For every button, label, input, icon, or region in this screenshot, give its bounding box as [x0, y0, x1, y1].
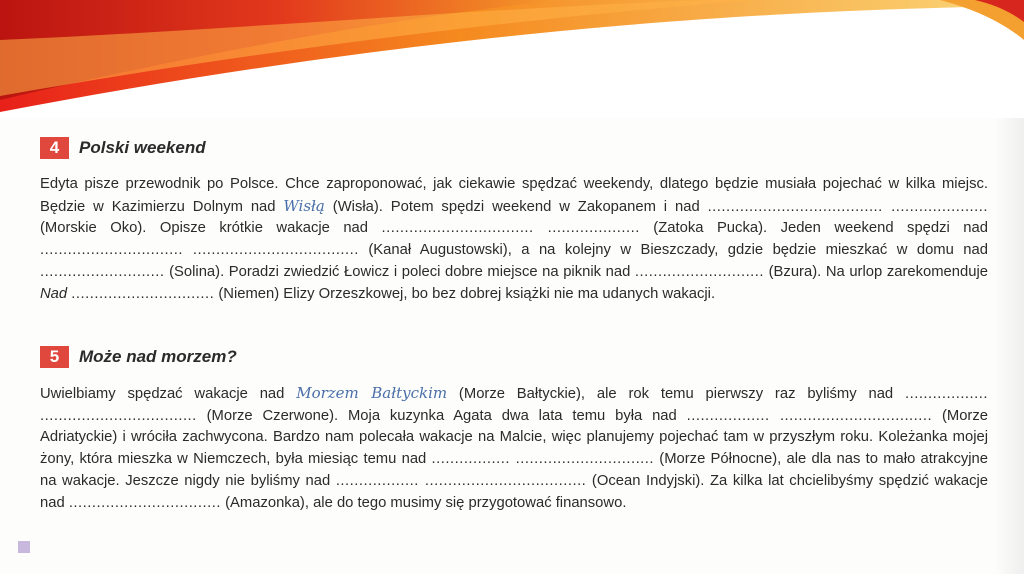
text-segment: (Niemen) Elizy Orzeszkowej, bo bez dobrej książki nie ma udanych wakacji. [214, 285, 716, 302]
text-segment: (Zatoka Pucka). Jeden weekend spędzi nad [639, 220, 993, 237]
text-segment: (Morze Północne), ale dla nas to mało atrakcyjne na wakacje. Jeszcze nigdy nie byliśmy nad [40, 451, 993, 489]
exercise-4 [40, 136, 993, 305]
text-segment: Edyta pisze przewodnik po Polsce. Chce zaproponować, jak ciekawie spędzać weekendy, dlatego będzie musiała pojechać w kilka miejsc. Będzie w Kazimierzu Dolnym nad [40, 176, 993, 215]
text-segment: (Morskie Oko). Opisze krótkie wakacje nad [40, 198, 993, 237]
exercise-5-header [40, 345, 988, 369]
page-edge-shadow [994, 118, 1024, 574]
exercise-4-header [40, 136, 988, 160]
text-segment: (Morze Czerwone). Moja kuzynka Agata dwa lata temu była nad [196, 407, 687, 424]
answer-blank: .................. .................................. [40, 386, 993, 424]
decorative-banner [0, 0, 1024, 120]
answer-blank: ............................ [634, 263, 765, 280]
slide-corner-marker [18, 541, 30, 553]
answer-blank: ................................. [68, 494, 221, 511]
text-segment: Uwielbiamy spędzać wakacje nad [40, 386, 297, 402]
answer-blank: .................. ................................. [686, 407, 933, 424]
answer-blank: .................. ................................... [335, 472, 587, 489]
text-segment: (Wisła). Potem spędzi weekend w Zakopanem i nad [324, 198, 708, 215]
text-segment: (Amazonka), ale do tego musimy się przygotować finansowo. [220, 494, 627, 511]
text-segment: (Solina). Poradzi zwiedzić Łowicz i poleci dobre miejsce na piknik nad [164, 263, 635, 280]
answer-blank: ............................... .................................... [40, 242, 359, 259]
exercise-4-text [40, 174, 993, 305]
answer-blank: ................................. .................... [381, 220, 640, 237]
answer-blank: ........................... [40, 263, 165, 280]
answer-blank: ...................................... ..................... [707, 198, 989, 215]
answer-blank: ............................... [71, 285, 215, 302]
exercise-5-title: Może nad morzem? [79, 347, 237, 366]
handwritten-answer: Morzem Bałtyckim [296, 384, 448, 402]
exercise-5-number: 5 [40, 346, 69, 368]
answer-blank: ................. .............................. [431, 451, 655, 468]
text-segment: (Morze Bałtyckie), ale rok temu pierwszy raz byliśmy nad [447, 386, 905, 402]
exercise-4-title: Polski weekend [79, 138, 206, 157]
exercise-5-text [40, 383, 993, 514]
text-segment: (Kanał Augustowski), a na kolejny w Bieszczady, gdzie będzie mieszkać w domu nad [358, 242, 993, 259]
book-title-text: Nad [40, 285, 68, 302]
text-segment: (Morze Adriatyckie) i wróciła zachwycona. Bardzo nam polecała wakacje na Malcie, więc planujemy pojechać tam w przyszłym roku. Koleżanka mojej żony, która mieszka w Niemczech, była miesiąc temu nad [40, 407, 993, 468]
text-segment: (Ocean Indyjski). Za kilka lat chcielibyśmy spędzić wakacje nad [40, 472, 993, 511]
exercise-4-number: 4 [40, 137, 69, 159]
exercise-5 [40, 345, 993, 514]
handwritten-answer: Wisłą [283, 196, 325, 215]
text-segment: (Bzura). Na urlop zarekomenduje [764, 263, 993, 280]
